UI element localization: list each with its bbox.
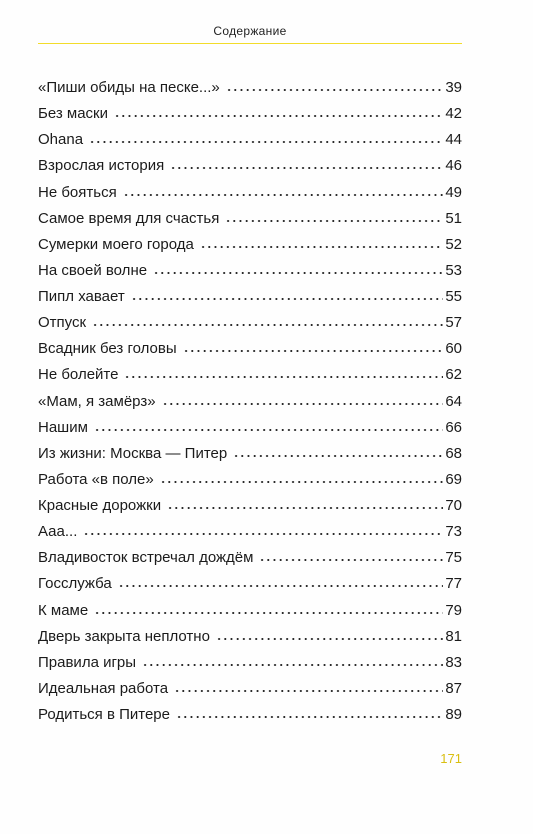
- toc-entry: [38, 127, 462, 153]
- toc-entry-title: «Мам, я замёрз»: [38, 392, 156, 410]
- toc-entry-page: 64: [445, 392, 462, 410]
- dot-leader: [94, 611, 443, 615]
- toc-entry-title: Без маски: [38, 105, 108, 123]
- toc-entry-page: 55: [445, 288, 462, 305]
- dot-leader: [92, 323, 443, 327]
- dot-leader: [160, 480, 444, 484]
- toc-entry-page: 39: [445, 79, 462, 96]
- toc-entry-page: 51: [445, 209, 462, 227]
- toc-entry-page: 60: [445, 340, 462, 358]
- toc-entry-title: Работа «в поле»: [38, 470, 154, 488]
- toc-entry: [38, 101, 462, 127]
- toc-entry-page: 87: [445, 679, 462, 697]
- toc-entry-page: 89: [445, 706, 462, 723]
- toc-entry-title: Не болейте: [38, 366, 119, 384]
- toc-entry-page: 68: [445, 444, 462, 462]
- dot-leader: [153, 271, 443, 275]
- toc-entry: [38, 284, 462, 310]
- dot-leader: [167, 506, 443, 510]
- dot-leader: [94, 428, 443, 432]
- toc-entry-page: 44: [445, 131, 462, 149]
- dot-leader: [124, 375, 443, 379]
- toc-entry: [38, 493, 462, 519]
- toc-entry-title: Нашим: [38, 418, 88, 436]
- dot-leader: [118, 584, 444, 588]
- toc-entry: [38, 75, 462, 101]
- toc-entry-title: Красные дорожки: [38, 497, 162, 514]
- toc-entry-page: 81: [445, 627, 462, 645]
- dot-leader: [183, 349, 444, 353]
- toc-entry-title: К маме: [38, 601, 89, 619]
- toc-entry-page: 70: [445, 497, 462, 514]
- toc-entry: [38, 362, 462, 388]
- toc-entry: [38, 389, 462, 415]
- dot-leader: [200, 245, 443, 249]
- toc-entry: [38, 441, 462, 467]
- dot-leader: [83, 532, 443, 536]
- toc-entry-title: Дверь закрыта неплотно: [38, 627, 210, 645]
- toc-entry: [38, 232, 462, 258]
- dot-leader: [162, 402, 444, 406]
- toc-entry-page: 62: [445, 366, 462, 384]
- toc-entry-page: 57: [445, 314, 462, 332]
- dot-leader: [170, 166, 443, 170]
- toc-entry-title: Самое время для счастья: [38, 209, 220, 227]
- toc-entry-page: 83: [445, 653, 462, 671]
- toc-entry-title: Взрослая история: [38, 157, 165, 175]
- toc-entry: [38, 702, 462, 728]
- toc-entry-title: Пипл хавает: [38, 288, 125, 305]
- dot-leader: [131, 297, 444, 301]
- toc-entry: [38, 153, 462, 179]
- toc-entry-page: 42: [445, 105, 462, 123]
- toc-entry-page: 66: [445, 418, 462, 436]
- toc-entry: [38, 650, 462, 676]
- toc-entry-page: 77: [445, 575, 462, 593]
- dot-leader: [174, 689, 443, 693]
- toc-entry: [38, 545, 462, 571]
- toc-entry: [38, 258, 462, 284]
- toc-entry-page: 79: [445, 601, 462, 619]
- toc-entry-page: 73: [445, 523, 462, 541]
- toc-entry: [38, 519, 462, 545]
- page-number: 171: [440, 751, 462, 766]
- toc-entry-page: 75: [445, 549, 462, 567]
- dot-leader: [226, 88, 444, 92]
- toc-entry: [38, 415, 462, 441]
- toc-entry-page: 53: [445, 261, 462, 279]
- dot-leader: [225, 219, 443, 223]
- toc-entry-title: Ohana: [38, 131, 84, 149]
- dot-leader: [176, 715, 443, 719]
- toc-entry: [38, 624, 462, 650]
- toc-entry-title: Правила игры: [38, 653, 137, 671]
- toc-entry: [38, 180, 462, 206]
- dot-leader: [114, 114, 443, 118]
- toc-entry-page: 49: [445, 183, 462, 201]
- toc-entry-title: Ааа...: [38, 523, 78, 541]
- toc-entry-title: Из жизни: Москва — Питер: [38, 444, 228, 462]
- toc-entry: [38, 310, 462, 336]
- toc-entry-page: 69: [445, 470, 462, 488]
- dot-leader: [89, 140, 443, 144]
- toc-entry-title: Идеальная работа: [38, 679, 169, 697]
- toc-entry-title: Сумерки моего города: [38, 235, 194, 253]
- toc-entry-page: 52: [445, 235, 462, 253]
- header-rule: [38, 43, 462, 44]
- toc-entry: [38, 336, 462, 362]
- toc-entry-title: Родиться в Питере: [38, 706, 170, 723]
- toc-entry: [38, 571, 462, 597]
- toc-entry: [38, 206, 462, 232]
- toc-entry: [38, 598, 462, 624]
- toc-entry-title: Владивосток встречал дождём: [38, 549, 254, 567]
- dot-leader: [142, 663, 443, 667]
- dot-leader: [216, 637, 443, 641]
- toc-entry-title: Госслужба: [38, 575, 112, 593]
- toc-entry-title: «Пиши обиды на песке...»: [38, 79, 220, 96]
- toc-entry-title: На своей волне: [38, 261, 148, 279]
- dot-leader: [259, 558, 443, 562]
- toc-entry: [38, 676, 462, 702]
- dot-leader: [123, 193, 444, 197]
- toc-entry-title: Всадник без головы: [38, 340, 177, 358]
- toc-entry-title: Не бояться: [38, 183, 117, 201]
- toc-entry: [38, 467, 462, 493]
- toc-entry-page: 46: [445, 157, 462, 175]
- running-head-title: Содержание: [213, 24, 287, 38]
- table-of-contents: [38, 75, 462, 728]
- toc-entry-title: Отпуск: [38, 314, 87, 332]
- dot-leader: [233, 454, 443, 458]
